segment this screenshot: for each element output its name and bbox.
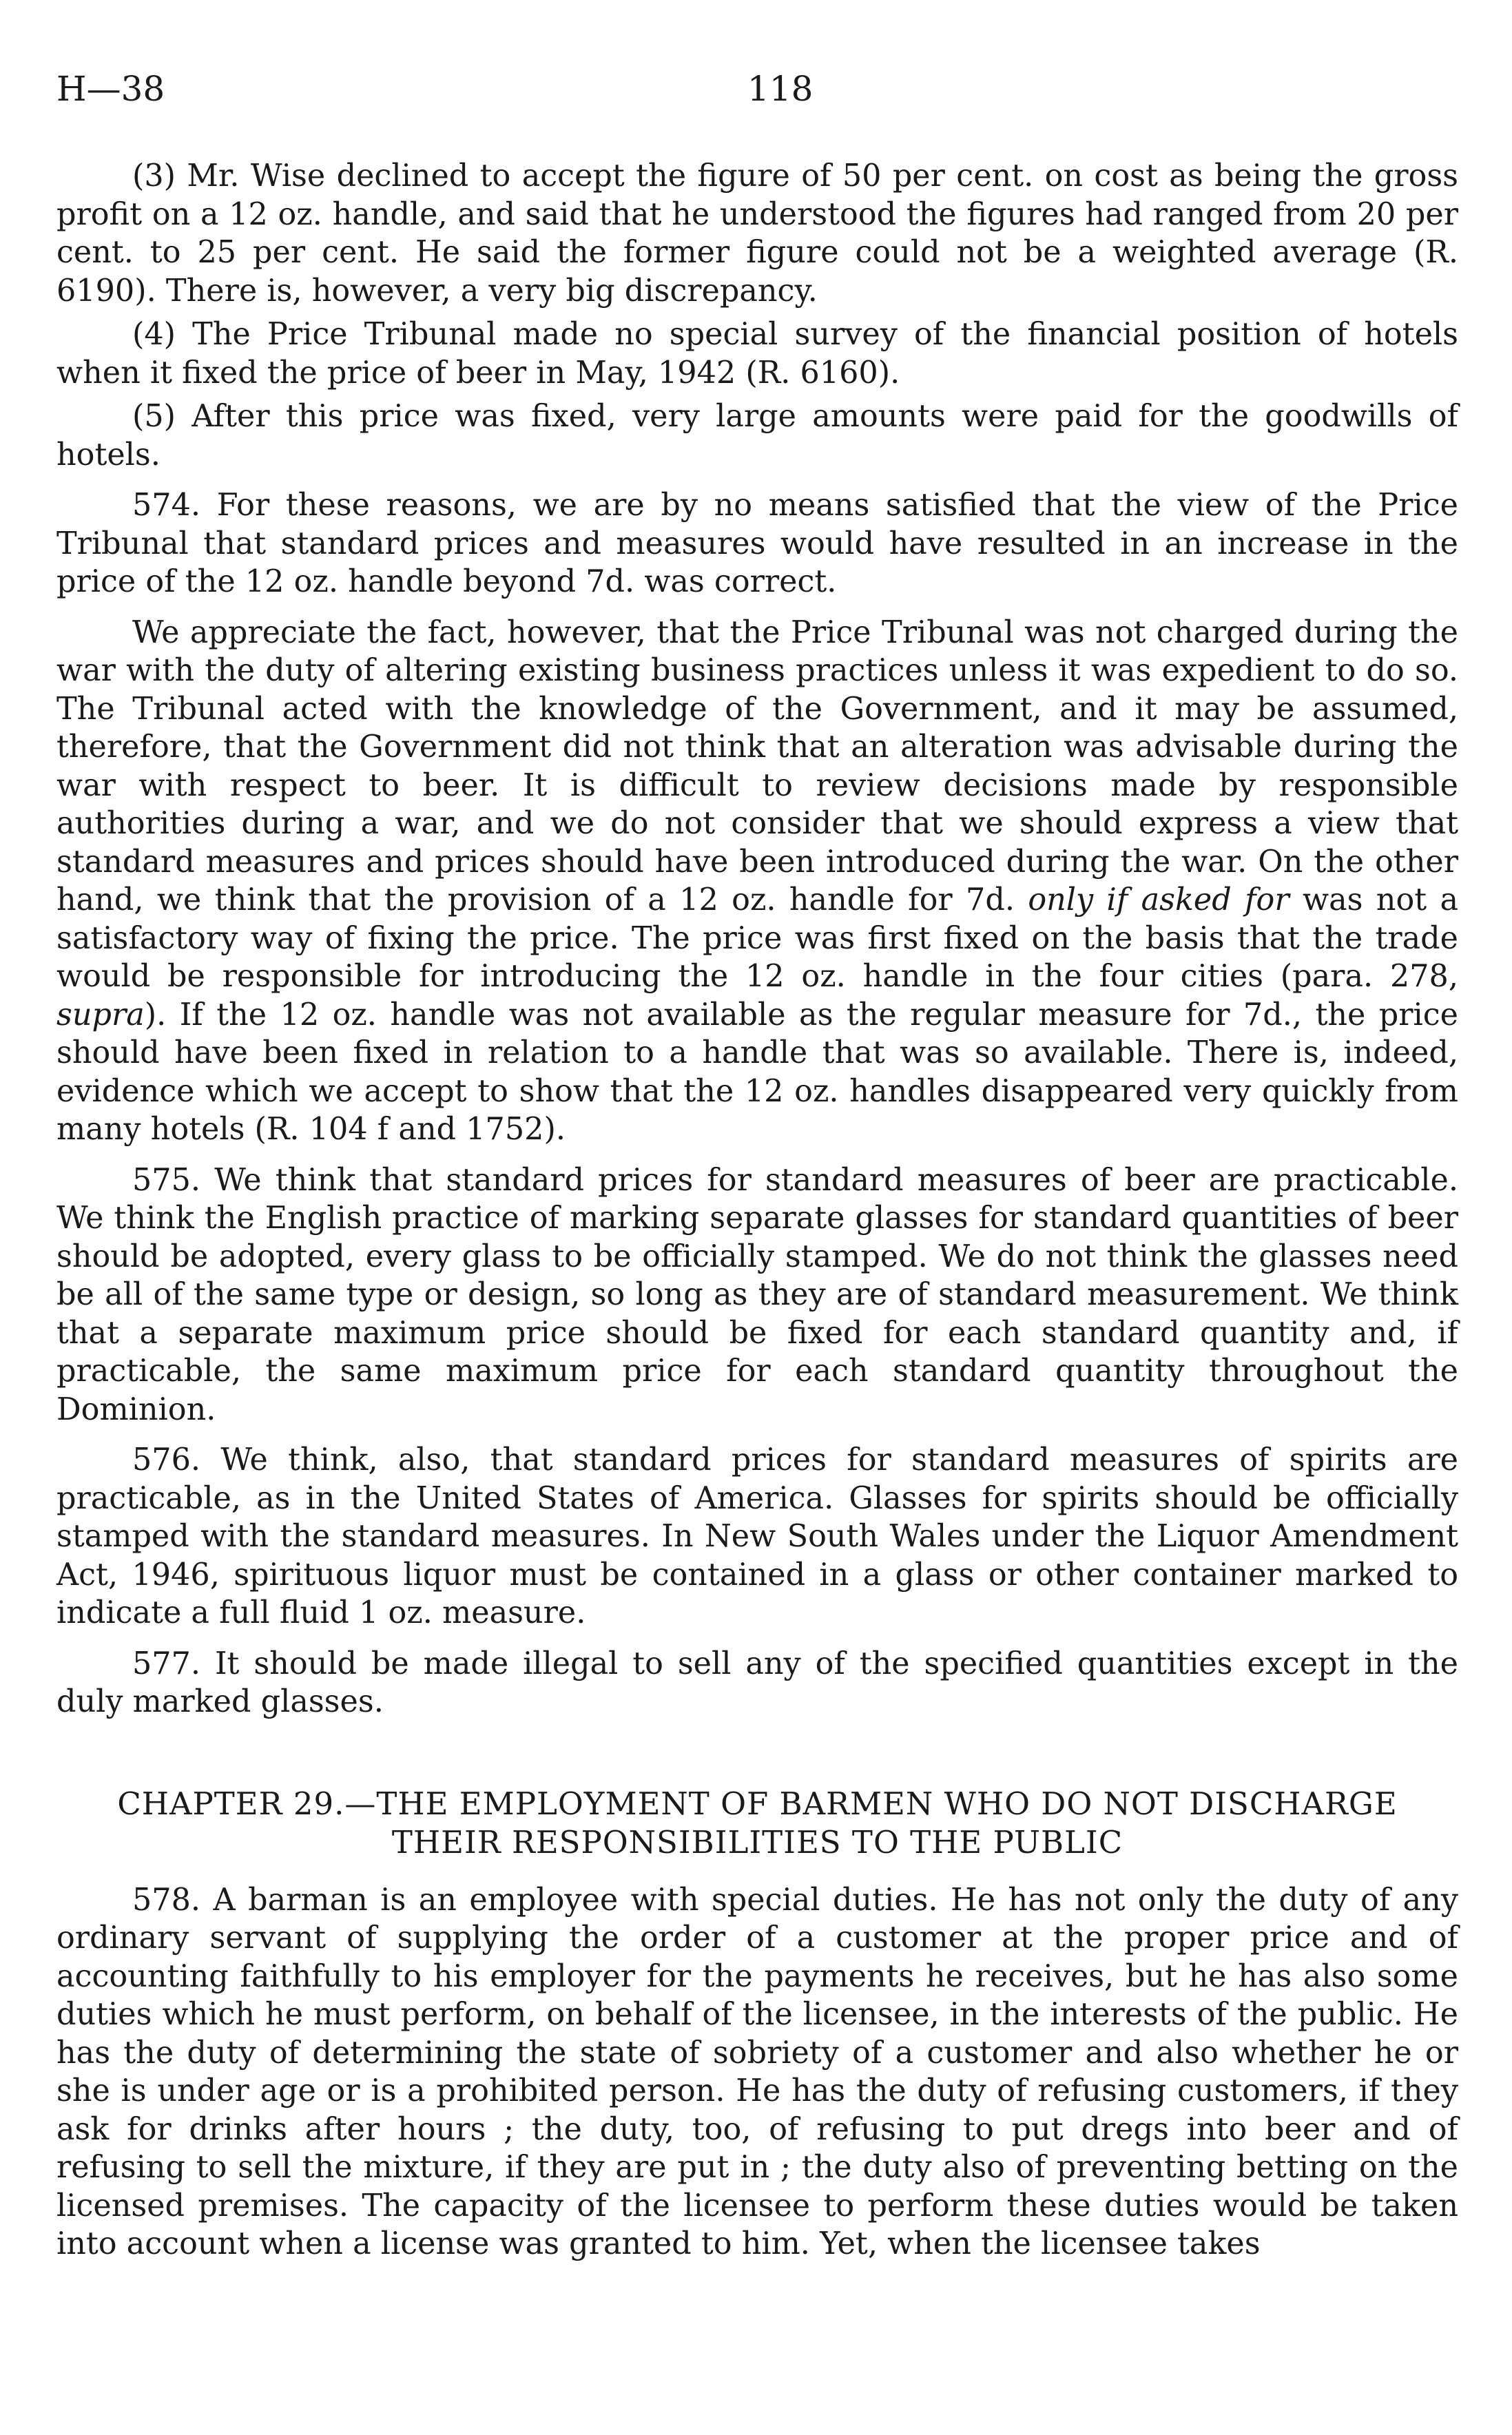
document-reference: H—38 (56, 69, 165, 109)
paragraph-sub-4: (4) The Price Tribunal made no special survey of the financial position of hotels when it fixed the price of beer in May, 1942 (R. 6160). (56, 317, 1458, 391)
paragraph-sub-3: (3) Mr. Wise declined to accept the figure of 50 per cent. on cost as being the gross profit on a 12 oz. handle, and said that he understood the figures had ranged from 20 per cent. to 25 per cent. He said the former figure could not be a weighted average (R. 6190). There is, however, a very big discrepancy. (56, 158, 1458, 309)
paragraph-576: 576. We think, also, that standard prices for standard measures of spirits are practicable, as in the United States of America. Glasses for spirits should be officially stamped with the standard measures. In New South Wales under the Liquor Amendment Act, 1946, spirituous liquor must be contained in a glass or other container marked to indicate a full fluid 1 oz. measure. (56, 1442, 1458, 1630)
chapter-heading (56, 1785, 1458, 1862)
italic-supra: supra (56, 997, 145, 1033)
chapter-heading-line-1: CHAPTER 29.—THE EMPLOYMENT OF BARMEN WHO DO NOT DISCHARGE (117, 1785, 1398, 1822)
chapter-heading-line-2: THEIR RESPONSIBILITIES TO THE PUBLIC (391, 1823, 1123, 1861)
page-number: 118 (747, 69, 814, 109)
paragraph-sub-5: (5) After this price was fixed, very large amounts were paid for the goodwills of hotels. (56, 399, 1458, 473)
paragraph-578: 578. A barman is an employee with special duties. He has not only the duty of any ordinary servant of supplying the order of a customer at the proper price and of accounting faithfully to his employer for the payments he receives, but he has also some duties which he must perform, on behalf of the licensee, in the interests of the public. He has the duty of determining the state of sobriety of a customer and also whether he or she is under age or is a prohibited person. He has the duty of refusing customers, if they ask for drinks after hours ; the duty, too, of refusing to put dregs into beer and of refusing to sell the mixture, if they are put in ; the duty also of preventing betting on the licensed premises. The capacity of the licensee to perform these duties would be taken into account when a license was granted to him. Yet, when the licensee takes (56, 1882, 1458, 2261)
italic-phrase: only if asked for (1028, 882, 1290, 918)
paragraph-574: 574. For these reasons, we are by no means satisfied that the view of the Price Tribunal that standard prices and measures would have resulted in an increase in the price of the 12 oz. handle beyond 7d. was correct. (56, 488, 1458, 599)
paragraph-575: 575. We think that standard prices for standard measures of beer are practicable. We think the English practice of marking separate glasses for standard quantities of beer should be adopted, every glass to be officially stamped. We do not think the glasses need be all of the same type or design, so long as they are of standard measurement. We think that a separate maximum price should be fixed for each standard quantity and, if practicable, the same maximum price for each standard quantity throughout the Dominion. (56, 1162, 1458, 1427)
page-header (56, 69, 1456, 117)
page-body (56, 157, 1458, 2276)
paragraph-574-continued: We appreciate the fact, however, that the Price Tribunal was not charged during the war with the duty of altering existing business practices unless it was expedient to do so. The Tribunal acted with the knowledge of the Government, and it may be assumed, therefore, that the Government did not think that an alteration was advisable during the war with respect to beer. It is difficult to review decisions made by responsible authorities during a war, and we do not consider that we should express a view that standard measures and prices should have been introduced during the war. On the other hand, we think that the provision of a 12 oz. handle for 7d. only if asked for was not a satisfactory way of fixing the price. The price was first fixed on the basis that the trade would be responsible for introducing the 12 oz. handle in the four cities (para. 278, supra). If the 12 oz. handle was not available as the regular measure for 7d., the price should have been fixed in relation to a handle that was so available. There is, indeed, evidence which we accept to show that the 12 oz. handles disappeared very quickly from many hotels (R. 104 f and 1752). (56, 614, 1459, 1147)
paragraph-577: 577. It should be made illegal to sell any of the specified quantities except in the duly marked glasses. (56, 1646, 1458, 1719)
